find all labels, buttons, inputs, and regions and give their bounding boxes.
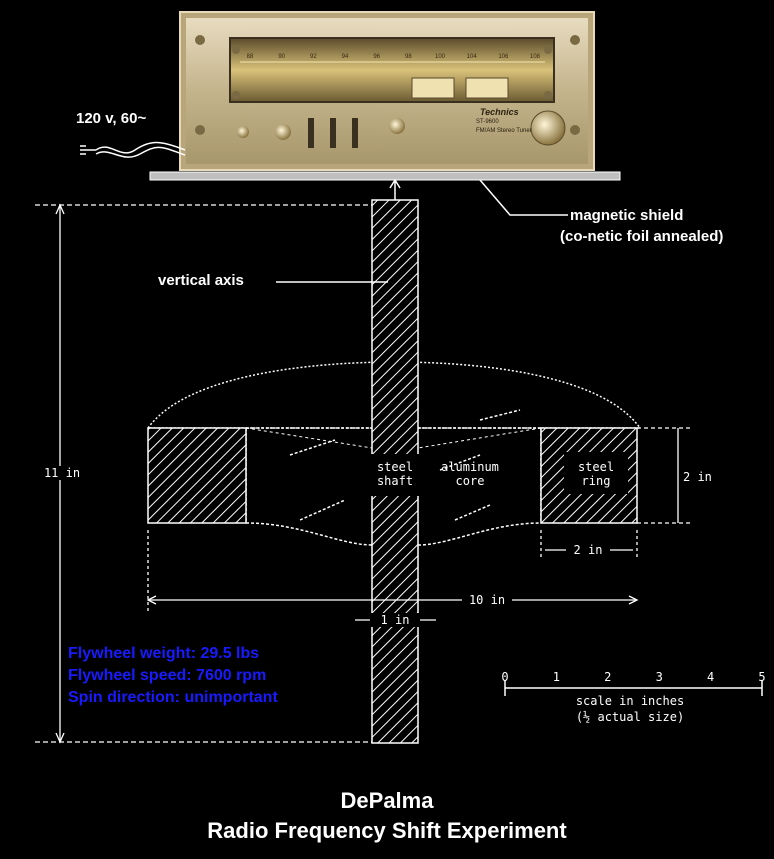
dial-marking: 90 <box>278 54 285 60</box>
dial-marking: 108 <box>529 54 540 60</box>
aluminum-core-label <box>430 460 510 488</box>
spec-spin-direction: Spin direction: unimportant <box>68 689 278 706</box>
scale-tick-label: 0 <box>501 670 509 684</box>
spec-weight: Flywheel weight: 29.5 lbs <box>68 645 260 662</box>
dial-marking: 106 <box>498 54 509 60</box>
dial-marking: 92 <box>309 54 317 60</box>
tuner-meter-right <box>466 78 508 98</box>
vertical-axis-label: vertical axis <box>158 272 244 289</box>
tuner-screw-icon <box>195 35 205 45</box>
scale-tick-label: 3 <box>655 670 663 684</box>
scale-tick-label: 2 <box>604 670 612 684</box>
tuner-screw-icon <box>544 91 552 99</box>
shield-label-line-1: magnetic shield <box>570 207 684 224</box>
tuner-lever-icon <box>308 118 314 148</box>
scale-tick-label: 4 <box>706 670 715 684</box>
steel-ring-label-line-1: steel <box>577 460 615 474</box>
width-1-label: 1 in <box>370 613 420 627</box>
height-2-label: 2 in <box>683 470 712 484</box>
tuner-screw-icon <box>570 35 580 45</box>
steel-ring-left-section <box>148 428 246 523</box>
steel-ring-label-line-2: ring <box>581 474 611 488</box>
scale-tick-label: 1 <box>552 670 560 684</box>
width-10-label: 10 in <box>462 593 512 607</box>
height-11-label: 11 in <box>40 466 84 480</box>
scale-caption-line-1: scale in inches <box>575 694 685 708</box>
tuner-brand: Technics <box>480 107 519 117</box>
page-subtitle: Radio Frequency Shift Experiment <box>207 818 567 843</box>
tuner-screw-icon <box>232 46 240 54</box>
width-2-label: 2 in <box>566 543 610 557</box>
steel-shaft-label-line-2: shaft <box>376 474 414 488</box>
aluminum-core-label-line-1: aluminum <box>441 460 499 474</box>
tuner-description: FM/AM Stereo Tuner <box>476 128 532 134</box>
dial-marking: 100 <box>434 54 445 60</box>
power-label: 120 v, 60~ <box>76 110 147 127</box>
tuner-model: ST-9600 <box>476 119 499 125</box>
tuner-knob-icon <box>237 126 249 138</box>
page-title: DePalma <box>340 788 434 813</box>
shield-leader-line <box>480 180 568 215</box>
steel-shaft-label-line-1: steel <box>376 460 414 474</box>
spec-speed: Flywheel speed: 7600 rpm <box>68 667 267 684</box>
steel-shaft-label <box>370 460 420 488</box>
tuner-screw-icon <box>544 46 552 54</box>
magnetic-shield-plate <box>150 172 620 180</box>
power-cord-icon <box>80 143 185 158</box>
tuner-knob-icon <box>275 124 291 140</box>
dial-marking: 104 <box>466 54 477 60</box>
dial-marking: 88 <box>246 54 254 60</box>
tuner-screw-icon <box>570 125 580 135</box>
dial-marking: 94 <box>341 54 349 60</box>
tuner-knob-icon <box>389 118 405 134</box>
vertical-axis-arrow-icon <box>390 180 400 200</box>
aluminum-core-label-line-2: core <box>455 474 485 488</box>
tuner-lever-icon <box>352 118 358 148</box>
scale-tick-label: 5 <box>758 670 766 684</box>
scale-caption-line-2: (½ actual size) <box>575 710 685 724</box>
steel-ring-label <box>566 460 626 488</box>
tuner-screw-icon <box>232 91 240 99</box>
tuning-knob-icon <box>531 111 565 145</box>
dial-marking: 98 <box>404 54 412 60</box>
dial-marking: 96 <box>373 54 380 60</box>
tuner-meter-left <box>412 78 454 98</box>
stereo-tuner <box>180 12 594 170</box>
tuner-screw-icon <box>195 125 205 135</box>
tuner-lever-icon <box>330 118 336 148</box>
shield-label-line-2: (co-netic foil annealed) <box>560 228 724 245</box>
